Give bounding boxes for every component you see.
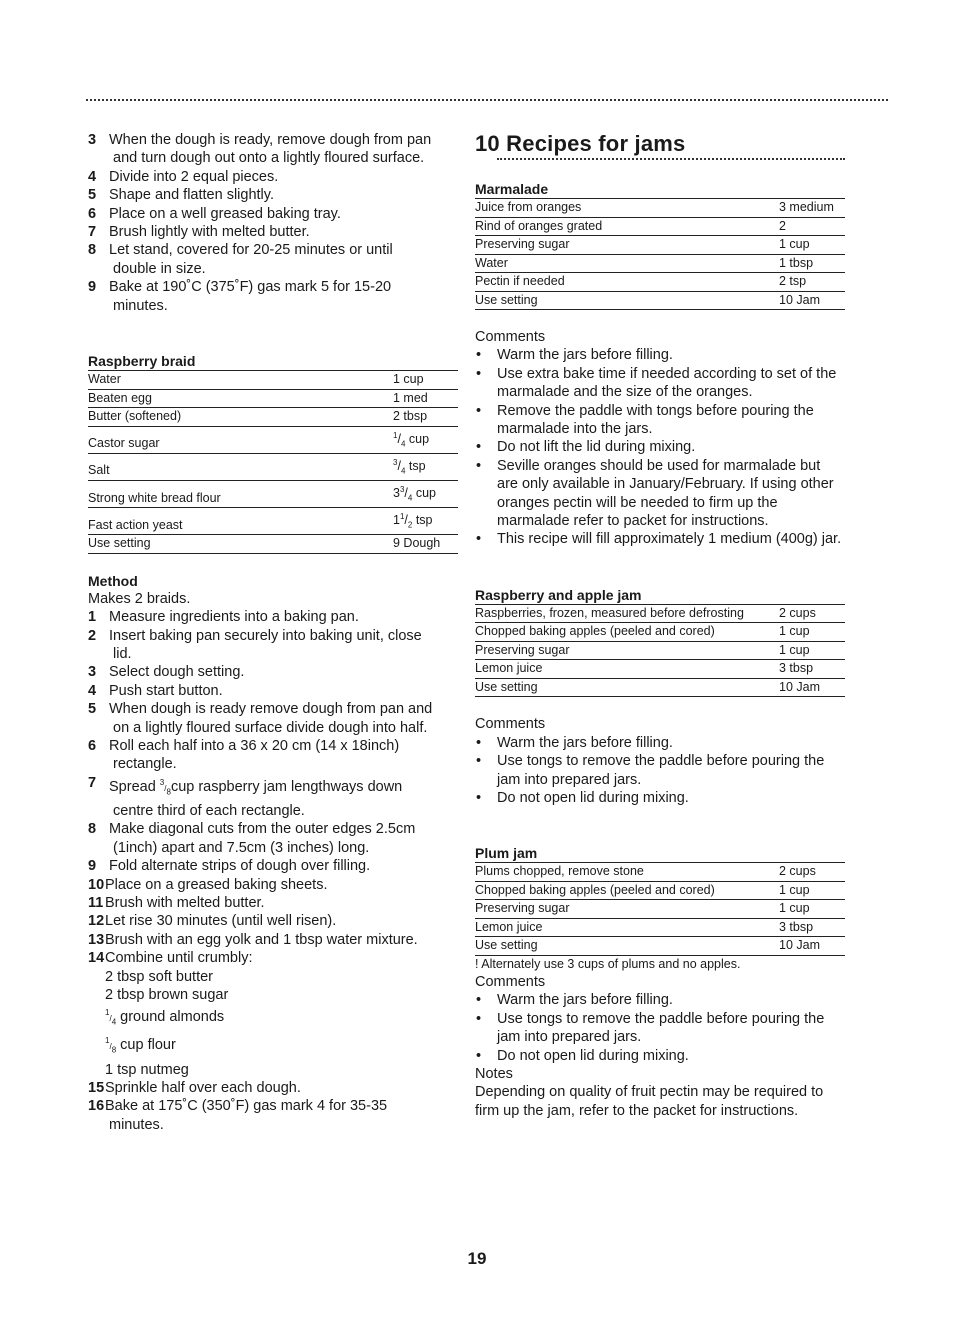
step-text-cont: minutes. bbox=[113, 297, 168, 314]
fraction-denominator: 4 bbox=[400, 466, 406, 476]
marmalade-title: Marmalade bbox=[475, 181, 549, 197]
table-row bbox=[475, 623, 845, 642]
table-row bbox=[475, 273, 845, 292]
ingredient-qty: 2 cups bbox=[779, 863, 845, 882]
crumble-text: 2 tbsp soft butter bbox=[105, 968, 214, 985]
step-number: 13 bbox=[88, 931, 105, 948]
comment-item: • Do not open lid during mixing. bbox=[475, 1047, 845, 1065]
step-item bbox=[88, 241, 458, 278]
comment-item: • Do not open lid during mixing. bbox=[475, 789, 845, 807]
raspberry-apple-comments-list bbox=[475, 734, 845, 808]
step-number: 8 bbox=[88, 242, 97, 259]
step-text: Shape and flatten slightly. bbox=[109, 187, 274, 204]
ingredient-qty: 3 medium bbox=[779, 199, 845, 218]
ingredient-name: Water bbox=[88, 371, 393, 390]
qty-whole: 3 bbox=[393, 486, 400, 501]
ingredient-qty: $1^1/_2$ tsp bbox=[393, 508, 458, 535]
comment-item: • Seville oranges should be used for marmalade but are only available in January/February. If using other oranges pectin will be needed to firm up the marmalade refer to packet for instructions. bbox=[475, 457, 845, 531]
fraction-denominator: 2 bbox=[407, 520, 413, 530]
step-item bbox=[88, 949, 458, 967]
crumble-item bbox=[105, 968, 458, 986]
table-row bbox=[475, 641, 845, 660]
table-row bbox=[88, 535, 458, 554]
comment-item: • Warm the jars before filling. bbox=[475, 734, 845, 752]
ingredient-name: Use setting bbox=[475, 291, 779, 310]
table-row bbox=[88, 371, 458, 390]
step-item bbox=[88, 168, 458, 186]
ingredient-name: Preserving sugar bbox=[475, 236, 779, 255]
step-text: Select dough setting. bbox=[109, 664, 245, 681]
page-number: 19 bbox=[467, 1249, 487, 1268]
step-text-cont: and turn dough out onto a lightly floured surface. bbox=[113, 150, 425, 167]
ingredient-name: Preserving sugar bbox=[475, 641, 779, 660]
step-text: Divide into 2 equal pieces. bbox=[109, 168, 279, 185]
step-number: 6 bbox=[88, 737, 97, 754]
fraction-denominator: 4 bbox=[111, 1018, 117, 1028]
ingredient-name: Use setting bbox=[475, 678, 779, 697]
raspberry-apple-comments-label: Comments bbox=[475, 716, 546, 733]
step-text: Place on a greased baking sheets. bbox=[105, 876, 328, 893]
marmalade-ingredients-table bbox=[475, 198, 845, 310]
step-text: Brush lightly with melted butter. bbox=[109, 224, 310, 241]
step-text: Make diagonal cuts from the outer edges 2.5cm bbox=[109, 821, 416, 838]
ingredient-qty: 1 cup bbox=[779, 881, 845, 900]
ingredient-name: Salt bbox=[88, 453, 393, 480]
step-item bbox=[88, 737, 458, 774]
step-item bbox=[88, 682, 458, 700]
table-row bbox=[88, 453, 458, 480]
step-text-cont: minutes. bbox=[109, 1116, 164, 1133]
step-item bbox=[88, 223, 458, 241]
step-text: Spread bbox=[109, 778, 160, 795]
crumble-text: ground almonds bbox=[116, 1009, 225, 1026]
comment-item: • Use extra bake time if needed according to set of the marmalade and the size of the oranges. bbox=[475, 365, 845, 402]
step-number: 5 bbox=[88, 701, 97, 718]
crumble-item bbox=[105, 986, 458, 1004]
table-row bbox=[475, 604, 845, 623]
step-text: When dough is ready remove dough from pan and bbox=[109, 701, 433, 718]
step-item bbox=[88, 1079, 458, 1097]
ingredient-qty: 1 cup bbox=[393, 371, 458, 390]
step-number: 4 bbox=[88, 682, 97, 699]
step-text-post: cup raspberry jam lengthways down bbox=[170, 778, 403, 795]
ingredient-name: Butter (softened) bbox=[88, 408, 393, 427]
step-item bbox=[88, 894, 458, 912]
step-text: Roll each half into a 36 x 20 cm (14 x 18inch) bbox=[109, 737, 400, 754]
step-number: 7 bbox=[88, 774, 97, 791]
ingredient-qty: 2 bbox=[779, 217, 845, 236]
crumble-text: 1 tsp nutmeg bbox=[105, 1061, 189, 1078]
ingredient-name: Beaten egg bbox=[88, 389, 393, 408]
step-item bbox=[88, 278, 458, 315]
table-row bbox=[88, 389, 458, 408]
ingredient-name: Lemon juice bbox=[475, 918, 779, 937]
ingredient-name: Pectin if needed bbox=[475, 273, 779, 292]
step-text: Push start button. bbox=[109, 682, 223, 699]
table-row bbox=[88, 480, 458, 507]
step-item bbox=[88, 663, 458, 681]
step-item bbox=[88, 608, 458, 626]
step-number: 7 bbox=[88, 224, 97, 241]
comment-item: • Use tongs to remove the paddle before pouring the jam into prepared jars. bbox=[475, 752, 845, 789]
step-number: 11 bbox=[88, 894, 104, 911]
step-item bbox=[88, 876, 458, 894]
ingredient-qty: 3 tbsp bbox=[779, 918, 845, 937]
ingredient-name: Water bbox=[475, 254, 779, 273]
ingredient-name: Plums chopped, remove stone bbox=[475, 863, 779, 882]
table-row bbox=[475, 236, 845, 255]
step-number: 4 bbox=[88, 168, 97, 185]
step-text: Insert baking pan securely into baking unit, close bbox=[109, 627, 422, 644]
ingredient-qty: $^1/_4$ cup bbox=[393, 426, 458, 453]
raspberry-braid-title: Raspberry braid bbox=[88, 353, 196, 370]
ingredient-name: Fast action yeast bbox=[88, 508, 393, 535]
step-item bbox=[88, 912, 458, 930]
step-number: 15 bbox=[88, 1080, 105, 1096]
raspberry-apple-title: Raspberry and apple jam bbox=[475, 586, 642, 603]
step-text: Let stand, covered for 20-25 minutes or until bbox=[109, 242, 393, 259]
step-item bbox=[88, 857, 458, 875]
fraction-numerator: 1 bbox=[393, 430, 398, 440]
table-row bbox=[88, 426, 458, 453]
fraction-numerator: 3 bbox=[393, 457, 398, 467]
step-number: 3 bbox=[88, 132, 97, 148]
step-text: Bake at 190˚C (375˚F) gas mark 5 for 15-20 bbox=[109, 279, 392, 296]
fraction-denominator: 8 bbox=[111, 1046, 117, 1056]
step-item bbox=[88, 186, 458, 204]
fraction-numerator: 1 bbox=[399, 512, 405, 522]
fraction-denominator: 4 bbox=[407, 493, 413, 503]
comment-item: • Warm the jars before filling. bbox=[475, 991, 845, 1009]
step-text-cont: on a lightly floured surface divide dough into half. bbox=[113, 719, 428, 736]
table-row bbox=[88, 508, 458, 535]
step-number: 3 bbox=[88, 664, 97, 681]
crumble-item bbox=[105, 1061, 458, 1079]
steps-top-list bbox=[88, 131, 458, 315]
step-number: 12 bbox=[88, 913, 105, 930]
step-text-cont: double in size. bbox=[113, 260, 206, 277]
ingredient-name: Chopped baking apples (peeled and cored) bbox=[475, 881, 779, 900]
marmalade-comments-label: Comments bbox=[475, 329, 546, 345]
comment-item: • Warm the jars before filling. bbox=[475, 346, 845, 364]
step-number: 5 bbox=[88, 187, 97, 204]
ingredient-name: Chopped baking apples (peeled and cored) bbox=[475, 623, 779, 642]
step-text: Measure ingredients into a baking pan. bbox=[109, 609, 359, 626]
table-row bbox=[475, 291, 845, 310]
step-text: Bake at 175˚C (350˚F) gas mark 4 for 35-35 bbox=[105, 1098, 388, 1115]
step-number: 6 bbox=[88, 205, 97, 222]
ingredient-name: Castor sugar bbox=[88, 426, 393, 453]
ingredient-name: Lemon juice bbox=[475, 660, 779, 679]
table-row bbox=[475, 918, 845, 937]
ingredient-qty: 10 Jam bbox=[779, 937, 845, 956]
step-text-cont: lid. bbox=[113, 645, 132, 662]
crumble-text: 2 tbsp brown sugar bbox=[105, 986, 229, 1003]
ingredient-qty: $3^3/_4$ cup bbox=[393, 480, 458, 507]
step-item bbox=[88, 131, 458, 168]
step-text-cont: rectangle. bbox=[113, 756, 177, 773]
table-row bbox=[475, 678, 845, 697]
table-row bbox=[475, 881, 845, 900]
method-intro: Makes 2 braids. bbox=[88, 590, 191, 607]
step-item bbox=[88, 700, 458, 737]
qty-unit: cup bbox=[405, 431, 430, 446]
ingredient-name: Juice from oranges bbox=[475, 199, 779, 218]
ingredient-name: Strong white bread flour bbox=[88, 480, 393, 507]
step-number: 9 bbox=[88, 279, 97, 296]
step-text: Sprinkle half over each dough. bbox=[105, 1080, 301, 1096]
step-text: Brush with an egg yolk and 1 tbsp water mixture. bbox=[105, 931, 418, 948]
step-text: Brush with melted butter. bbox=[105, 894, 265, 911]
plum-jam-ingredients-table bbox=[475, 862, 845, 956]
comment-item: • Remove the paddle with tongs before pouring the marmalade into the jars. bbox=[475, 402, 845, 439]
table-row bbox=[475, 217, 845, 236]
crumble-item: $^1/_8$ cup flour bbox=[105, 1036, 176, 1056]
step-number: 9 bbox=[88, 858, 97, 875]
step-number: 10 bbox=[88, 876, 105, 893]
plum-jam-notes-label: Notes bbox=[475, 1065, 513, 1082]
table-row bbox=[88, 408, 458, 427]
step-item bbox=[88, 1097, 458, 1134]
table-row bbox=[475, 660, 845, 679]
table-row bbox=[475, 937, 845, 956]
ingredient-qty: 9 Dough bbox=[393, 535, 458, 554]
step-item bbox=[88, 205, 458, 223]
marmalade-comments-list bbox=[475, 346, 845, 548]
step-text: Fold alternate strips of dough over filling. bbox=[109, 858, 371, 875]
left-column bbox=[88, 131, 458, 1134]
table-row bbox=[475, 900, 845, 919]
fraction-denominator: 8 bbox=[166, 787, 171, 797]
qty-unit: tsp bbox=[412, 513, 433, 528]
qty-unit: cup bbox=[412, 486, 436, 501]
ingredient-qty: 1 med bbox=[393, 389, 458, 408]
ingredient-qty: 1 cup bbox=[779, 641, 845, 660]
table-row bbox=[475, 199, 845, 218]
comment-item: • This recipe will fill approximately 1 medium (400g) jar. bbox=[475, 530, 845, 548]
fraction-numerator: 3 bbox=[159, 777, 165, 787]
ingredient-qty: 1 tbsp bbox=[779, 254, 845, 273]
fraction-denominator: 4 bbox=[400, 439, 406, 449]
plum-jam-comments-label: Comments bbox=[475, 973, 546, 990]
step-text-cont: (1inch) apart and 7.5cm (3 inches) long. bbox=[113, 839, 370, 856]
step-number: 2 bbox=[88, 627, 97, 644]
fraction-numerator: 1 bbox=[105, 1036, 110, 1046]
qty-whole: 1 bbox=[393, 513, 400, 528]
ingredient-qty: 2 tsp bbox=[779, 273, 845, 292]
plum-jam-comments-list bbox=[475, 991, 845, 1065]
step-text-cont: centre third of each rectangle. bbox=[113, 802, 305, 819]
step-item bbox=[88, 820, 458, 857]
ingredient-qty: 3 tbsp bbox=[779, 660, 845, 679]
ingredient-qty: 2 tbsp bbox=[393, 408, 458, 427]
step-text: When the dough is ready, remove dough from pan bbox=[109, 132, 432, 148]
comment-item: • Do not lift the lid during mixing. bbox=[475, 438, 845, 456]
step-text: Combine until crumbly: bbox=[105, 950, 253, 967]
fraction-numerator: 3 bbox=[399, 484, 405, 494]
step-number: 8 bbox=[88, 821, 97, 838]
plum-jam-footnote: ! Alternately use 3 cups of plums and no apples. bbox=[475, 956, 741, 971]
step-item bbox=[88, 931, 458, 949]
step-number: 1 bbox=[88, 609, 97, 626]
step-text: Place on a well greased baking tray. bbox=[109, 205, 341, 222]
ingredient-qty: 10 Jam bbox=[779, 291, 845, 310]
ingredient-qty: $^3/_4$ tsp bbox=[393, 453, 458, 480]
step-number: 14 bbox=[88, 950, 105, 967]
ingredient-name: Preserving sugar bbox=[475, 900, 779, 919]
method-title: Method bbox=[88, 572, 138, 589]
top-dotted-rule bbox=[86, 99, 888, 101]
raspberry-apple-ingredients-table bbox=[475, 604, 845, 698]
ingredient-name: Raspberries, frozen, measured before defrosting bbox=[475, 604, 779, 623]
table-row bbox=[475, 254, 845, 273]
qty-unit: tsp bbox=[405, 458, 426, 473]
right-column bbox=[475, 131, 845, 1120]
crumble-text: cup flour bbox=[116, 1037, 176, 1054]
ingredient-qty: 1 cup bbox=[779, 623, 845, 642]
ingredient-name: Use setting bbox=[475, 937, 779, 956]
raspberry-braid-ingredients-table bbox=[88, 370, 458, 554]
step-text: Let rise 30 minutes (until well risen). bbox=[105, 913, 337, 930]
ingredient-qty: 1 cup bbox=[779, 236, 845, 255]
plum-jam-notes-text: Depending on quality of fruit pectin may be required to firm up the jam, refer to the packet for instructions. bbox=[475, 1084, 824, 1119]
crumble-list bbox=[88, 968, 458, 1079]
ingredient-qty: 1 cup bbox=[779, 900, 845, 919]
table-row bbox=[475, 863, 845, 882]
ingredient-name: Use setting bbox=[88, 535, 393, 554]
step-item: 7 Spread $^3/_8cup$ raspberry jam lengthways down centre third of each rectangle. bbox=[88, 774, 403, 819]
crumble-item: $^1/_4$ ground almonds bbox=[105, 1008, 225, 1028]
comment-item: • Use tongs to remove the paddle before pouring the jam into prepared jars. bbox=[475, 1010, 845, 1047]
ingredient-name: Rind of oranges grated bbox=[475, 217, 779, 236]
plum-jam-title: Plum jam bbox=[475, 845, 538, 862]
step-number: 16 bbox=[88, 1098, 105, 1115]
page-heading: 10 Recipes for jams bbox=[475, 131, 686, 156]
method-steps-list bbox=[88, 608, 458, 967]
fraction-numerator: 1 bbox=[105, 1008, 110, 1018]
step-item bbox=[88, 627, 458, 664]
ingredient-qty: 10 Jam bbox=[779, 678, 845, 697]
ingredient-qty: 2 cups bbox=[779, 604, 845, 623]
method-steps-end-list bbox=[88, 1079, 458, 1134]
